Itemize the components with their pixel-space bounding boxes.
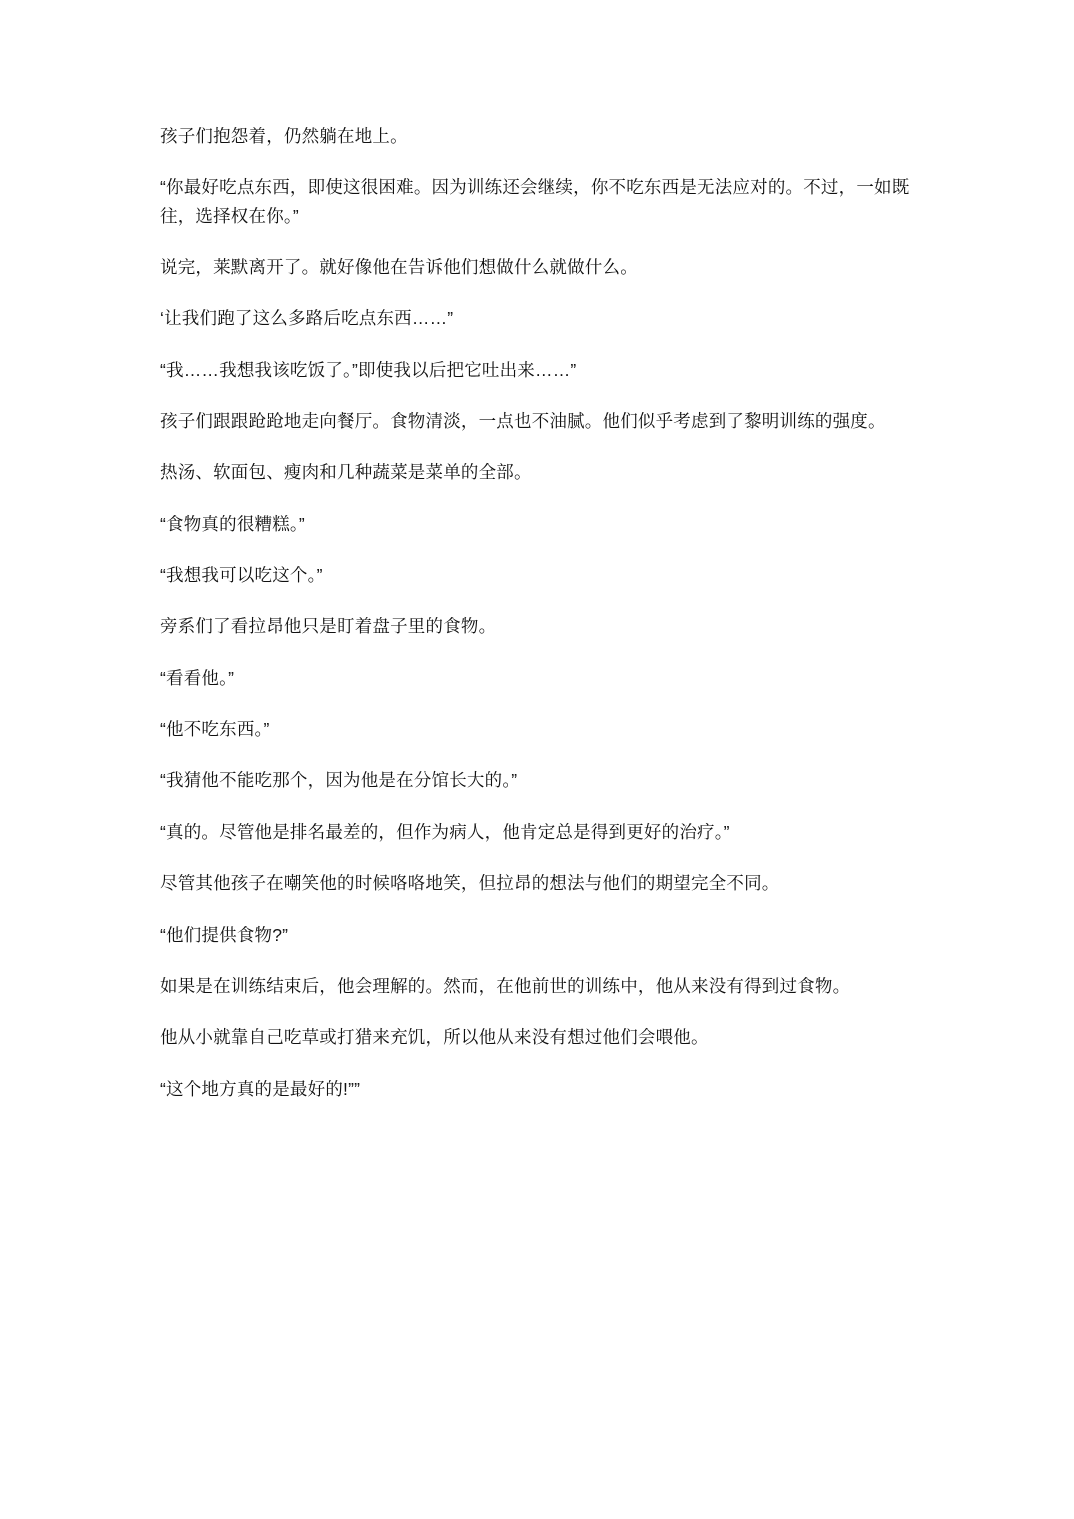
paragraph: “食物真的很糟糕。” [160, 513, 305, 534]
paragraph: 他从小就靠自己吃草或打猎来充饥，所以他从来没有想过他们会喂他。 [160, 1027, 709, 1048]
paragraph: “我猜他不能吃那个，因为他是在分馆长大的。” [160, 770, 518, 791]
paragraph: 尽管其他孩子在嘲笑他的时候咯咯地笑，但拉昂的想法与他们的期望完全不同。 [160, 873, 780, 894]
paragraph: 孩子们抱怨着，仍然躺在地上。 [160, 126, 408, 146]
paragraph: “你最好吃点东西，即使这很困难。因为训练还会继续，你不吃东西是无法应对的。不过，一如既往，选择权在你。” [160, 177, 910, 226]
paragraph: “真的。尽管他是排名最差的，但作为病人，他肯定总是得到更好的治疗。” [160, 821, 730, 842]
paragraph: “我……我想我该吃饭了。”即使我以后把它吐出来……” [160, 359, 577, 380]
paragraph: “看看他。” [160, 667, 235, 688]
paragraph: 孩子们跟跟跄跄地走向餐厅。食物清淡，一点也不油腻。他们似乎考虑到了黎明训练的强度。 [160, 411, 886, 432]
paragraph: 如果是在训练结束后，他会理解的。然而，在他前世的训练中，他从来没有得到过食物。 [160, 975, 851, 996]
paragraph: 旁系们了看拉昂他只是盯着盘子里的食物。 [160, 616, 497, 637]
paragraph: “他不吃东西。” [160, 719, 270, 740]
paragraph: “这个地方真的是最好的!”” [160, 1078, 361, 1099]
document-body [160, 122, 916, 1103]
paragraph: “我想我可以吃这个。” [160, 565, 323, 586]
paragraph: 热汤、软面包、瘦肉和几种蔬菜是菜单的全部。 [160, 462, 532, 483]
paragraph: ‘让我们跑了这么多路后吃点东西……” [160, 308, 454, 329]
paragraph: 说完，莱默离开了。就好像他在告诉他们想做什么就做什么。 [160, 257, 638, 278]
paragraph: “他们提供食物?” [160, 924, 289, 945]
